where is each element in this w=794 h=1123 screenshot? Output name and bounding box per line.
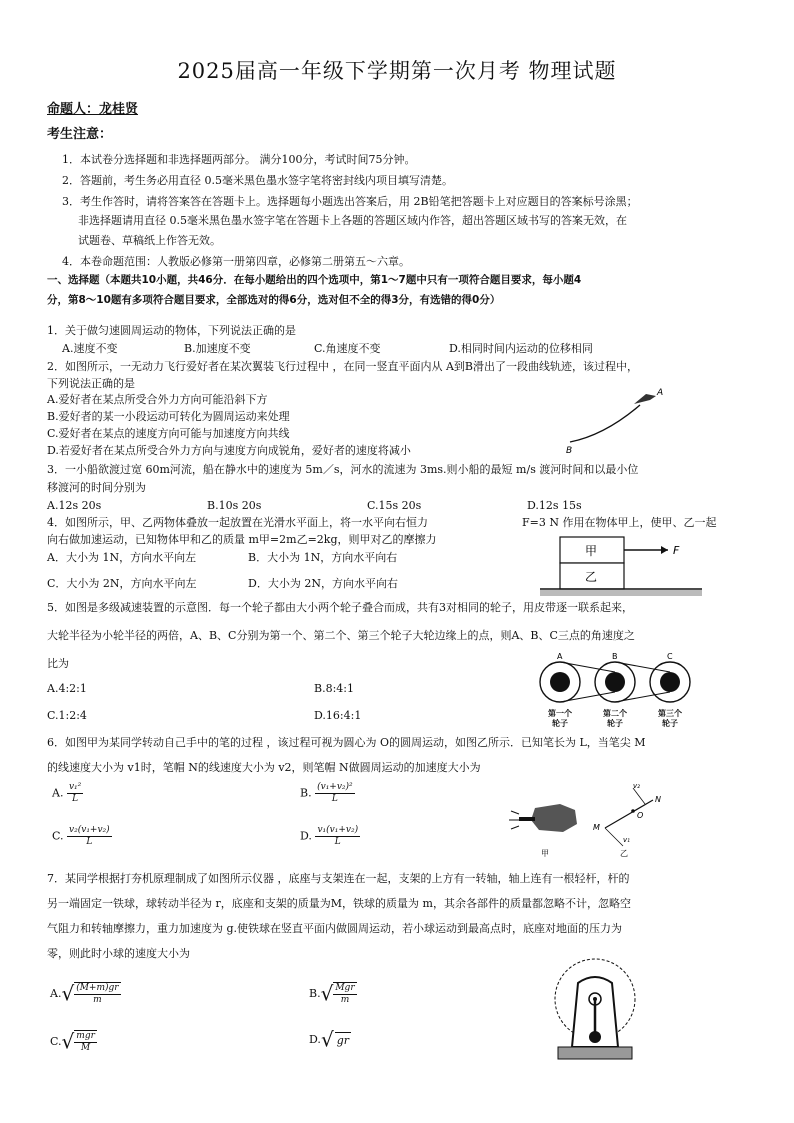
wheel-1 — [540, 662, 580, 702]
q6-option-c: C. $\frac{\text{v₂(v₁+v₂)}}{L}$ — [52, 825, 110, 847]
notice-item-1: 1．本试卷分选择题和非选择题两部分。 满分100分，考试时间75分钟。 — [62, 153, 416, 166]
section-heading-line1: 一、选择题（本题共10小题，共46分．在每小题给出的四个选项中，第1～7题中只有一项符合题目要求，每小题4 — [47, 274, 582, 286]
rammer-apparatus-figure — [540, 955, 650, 1065]
q5-option-b: B.8:4:1 — [314, 682, 354, 695]
stacked-blocks-figure — [530, 533, 710, 601]
base-plate — [558, 1047, 632, 1059]
force-label: F — [673, 544, 680, 557]
q7-stem-line3: 气阻力和转轴摩擦力，重力加速度为 g.使铁球在竖直平面内做圆周运动，若小球运动到最高点时，底座对地面的压力为 — [47, 922, 623, 935]
center-o-dot — [631, 809, 635, 813]
v1-label: v₁ — [623, 836, 630, 844]
q2-option-b: B.爱好者的某一小段运动可转化为圆周运动来处理 — [47, 410, 290, 423]
q4-stem-line1b: F=3 N 作用在物体甲上，使甲、乙一起 — [522, 516, 717, 529]
block-yi-label: 乙 — [585, 570, 598, 584]
q4-option-b: B．大小为 1N，方向水平向右 — [248, 551, 398, 564]
q6-stem-line2: 的线速度大小为 v1时，笔帽 N的线速度大小为 v2，则笔帽 N做圆周运动的加速度大小为 — [47, 761, 481, 774]
q7-option-a: A.√ $\frac{(M+m)gr}{m}$ — [50, 981, 119, 1006]
point-b-label: B — [566, 446, 573, 455]
notice-item-3: 3．考生作答时，请将答案答在答题卡上。选择题每小题选出答案后，用 2B铅笔把答题卡上对应题目的答案标号涂黑； — [62, 195, 638, 208]
q1-option-b: B.加速度不变 — [184, 342, 251, 355]
point-c-label: C — [667, 652, 673, 661]
q5-option-d: D.16:4:1 — [314, 709, 362, 722]
q2-option-a: A.爱好者在某点所受合外力方向可能沿斜下方 — [47, 393, 268, 406]
wheel-1-caption: 第一个 轮子 — [548, 708, 572, 728]
q4-option-c: C．大小为 2N，方向水平向左 — [47, 577, 197, 590]
block-jia-label: 甲 — [585, 544, 598, 558]
q4-stem-line2: 向右做加速运动，已知物体甲和乙的质量 m甲=2m乙=2kg，则甲对乙的摩擦力 — [47, 533, 437, 546]
q5-stem-line3: 比为 — [47, 657, 69, 670]
pen-rotation-figure — [505, 780, 695, 862]
q5-stem-line2: 大轮半径为小轮半径的两倍，A、B、C分别为第一个、第二个、第三个轮子大轮边缘上的点，则A、B、C三点的角速度之 — [47, 629, 635, 642]
trajectory-curve — [570, 405, 640, 442]
v2-arrow — [633, 788, 645, 804]
q2-stem-line2: 下列说法正确的是 — [47, 377, 135, 390]
m-label: M — [593, 823, 600, 832]
q1-option-d: D.相同时间内运动的位移相同 — [449, 342, 593, 355]
q4-option-d: D．大小为 2N，方向水平向右 — [248, 577, 398, 590]
wingsuit-trajectory-figure — [560, 380, 680, 455]
hand-icon — [531, 804, 577, 832]
q7-stem-line2: 另一端固定一铁球，球转动半径为 r，底座和支架的质量为M，铁球的质量为 m，其余各部件的质量都忽略不计，忽略空 — [47, 897, 631, 910]
q7-option-b: B.√ $\frac{\text{Mgr}}{m}$ — [309, 981, 355, 1006]
iron-ball — [589, 1031, 601, 1043]
q7-option-c: C.√ $\frac{\text{mgr}}{M}$ — [50, 1029, 95, 1054]
ground-hatch — [540, 590, 702, 596]
q1-option-a: A.速度不变 — [62, 342, 118, 355]
point-a-label: A — [657, 388, 664, 398]
notice-item-2: 2．答题前，考生务必用直径 0.5毫米黑色墨水签字笔将密封线内项目填写清楚。 — [62, 174, 453, 187]
point-a-label: A — [557, 652, 563, 661]
q4-stem-line1a: 4．如图所示，甲、乙两物体叠放一起放置在光滑水平面上，将一水平向右恒力 — [47, 516, 428, 529]
pen-line — [605, 800, 653, 828]
notice-item-3-cont: 非选择题请用直径 0.5毫米黑色墨水签字笔在答题卡上各题的答题区域内作答，超出答题区域书写的答案无效，在 — [78, 214, 627, 227]
q3-option-a: A.12s 20s — [47, 499, 102, 512]
author-line: 命题人：龙桂贤 — [47, 102, 139, 117]
q3-option-c: C.15s 20s — [367, 499, 422, 512]
pen-icon — [519, 817, 535, 821]
q2-option-c: C.爱好者在某点的速度方向可能与加速度方向共线 — [47, 427, 290, 440]
q3-option-d: D.12s 15s — [527, 499, 582, 512]
q5-stem-line1: 5．如图是多级减速装置的示意图．每一个轮子都由大小两个轮子叠合而成，共有3对相同的轮子，用皮带逐一联系起来， — [47, 601, 633, 614]
page-title: 2025届高一年级下学期第一次月考 物理试题 — [177, 59, 617, 83]
wheel-2 — [595, 662, 635, 702]
q5-option-a: A.4:2:1 — [47, 682, 87, 695]
q7-option-d: D.√ gr — [309, 1027, 349, 1052]
q3-option-b: B.10s 20s — [207, 499, 262, 512]
n-label: N — [655, 795, 661, 804]
q6-option-d: D. $\frac{\text{v₁(v₁+v₂)}}{L}$ — [300, 825, 359, 847]
q4-option-a: A．大小为 1N，方向水平向左 — [47, 551, 197, 564]
q7-stem-line1: 7．某同学根据打夯机原理制成了如图所示仪器 ，底座与支架连在一起，支架的上方有一转轴，轴上连有一根轻杆，杆的 — [47, 872, 630, 885]
q5-option-c: C.1:2:4 — [47, 709, 87, 722]
point-b-label: B — [612, 652, 618, 661]
v1-arrow — [605, 828, 623, 846]
q2-stem-line1: 2．如图所示，一无动力飞行爱好者在某次翼装飞行过程中 ，在同一竖直平面内从 A到B滑出了一段曲线轨迹，该过程中， — [47, 360, 639, 373]
flyer-icon — [634, 394, 656, 404]
q2-option-d: D.若爱好者在某点所受合外力方向与速度方向成锐角，爱好者的速度将减小 — [47, 444, 411, 457]
q7-stem-line4: 零，则此时小球的速度大小为 — [47, 947, 190, 960]
notice-item-3-cont2: 试题卷、草稿纸上作答无效。 — [78, 234, 221, 247]
q6-option-a: A. $\frac{\text{v₁²}}{L}$ — [52, 782, 82, 804]
o-label: O — [637, 811, 644, 820]
figure-yi-label: 乙 — [620, 849, 628, 858]
q3-stem-line1: 3．一小船欲渡过宽 60m河流，船在静水中的速度为 5m／s，河水的流速为 3ms.则小船的最短 m/s 渡河时间和以最小位 — [47, 463, 639, 476]
figure-jia-label: 甲 — [541, 849, 549, 858]
wheel-3-caption: 第三个 轮子 — [658, 708, 682, 728]
wheel-2-caption: 第二个 轮子 — [603, 708, 627, 728]
section-heading-line2: 分，第8～10题有多项符合题目要求，全部选对的得6分，选对但不全的得3分，有选错的得0分） — [47, 294, 501, 306]
motion-lines — [509, 811, 519, 829]
notice-heading: 考生注意： — [47, 127, 113, 142]
v2-label: v₂ — [633, 782, 640, 790]
arrow-head-icon — [661, 546, 668, 554]
q1-option-c: C.角速度不变 — [314, 342, 381, 355]
q6-stem-line1: 6．如图甲为某同学转动自己手中的笔的过程 ，该过程可视为圆心为 O的圆周运动，如图乙所示．已知笔长为 L，当笔尖 M — [47, 736, 646, 749]
notice-item-4: 4．本卷命题范围：人教版必修第一册第四章，必修第二册第五～六章。 — [62, 255, 410, 268]
q6-option-b: B. $\frac{\text{(v₁+v₂)²}}{L}$ — [300, 782, 353, 804]
q3-stem-line2: 移渡河的时间分别为 — [47, 481, 146, 494]
wheel-3 — [650, 662, 690, 702]
q1-stem: 1．关于做匀速圆周运动的物体，下列说法正确的是 — [47, 324, 296, 337]
